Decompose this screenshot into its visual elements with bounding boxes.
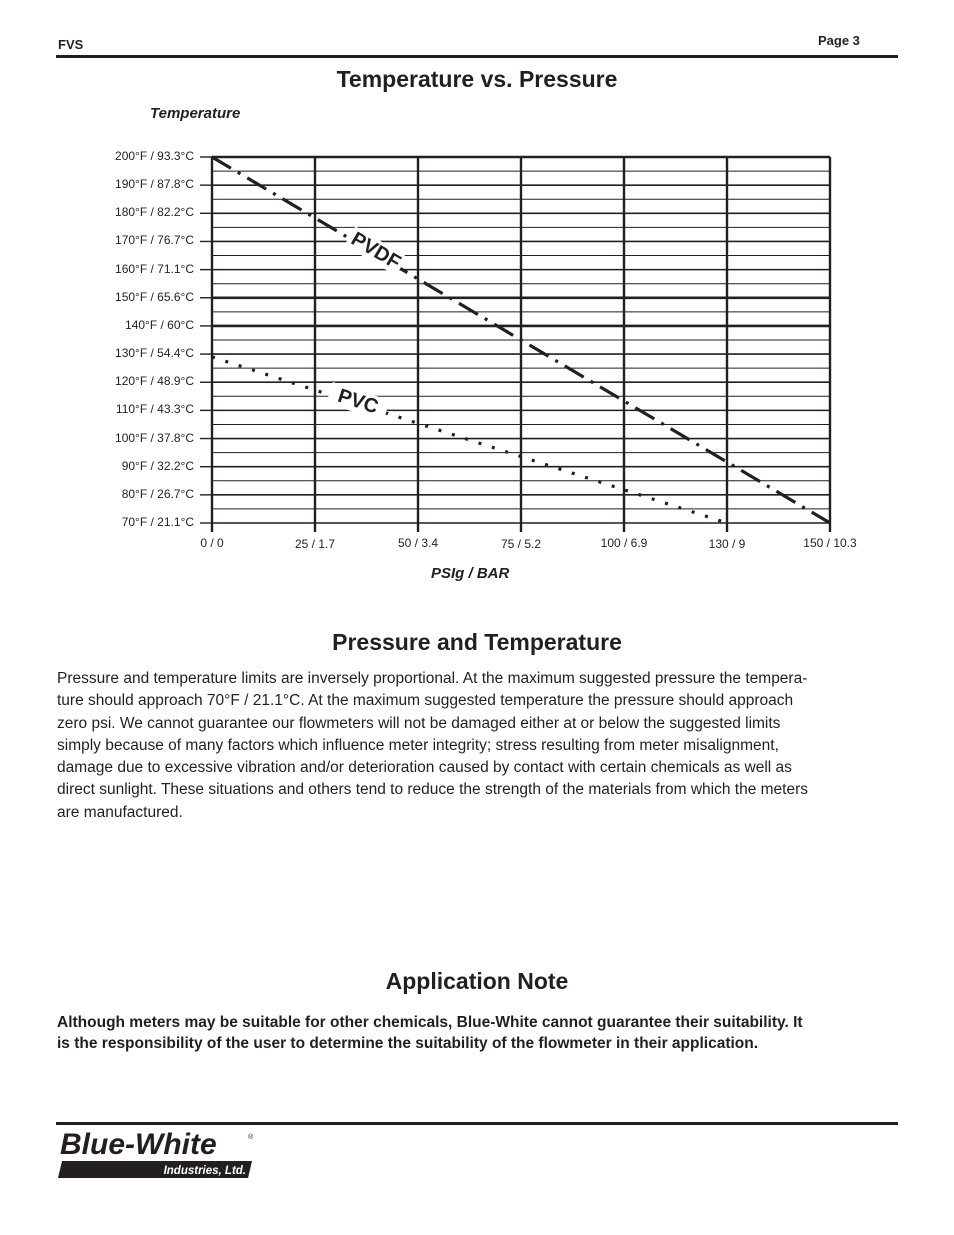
y-tick-label: 110°F / 43.3°C — [115, 402, 194, 417]
chart-title: Temperature vs. Pressure — [336, 66, 618, 92]
y-tick-label: 90°F / 32.2°C — [121, 458, 194, 473]
y-tick-label: 140°F / 60°C — [125, 317, 194, 332]
x-tick-label: 25 / 1.7 — [294, 537, 336, 551]
x-tick-label: 0 / 0 — [200, 536, 224, 550]
note-line: Although meters may be suitable for other chemicals, Blue-White cannot guarantee their suitability. It — [57, 1014, 803, 1031]
pvdf-label-group — [344, 226, 407, 276]
x-tick-label: 50 / 3.4 — [397, 536, 439, 550]
y-tick-label: 180°F / 82.2°C — [115, 205, 194, 220]
logo-tagline: Industries, Ltd. — [163, 1165, 246, 1177]
x-tick-label: 150 / 10.3 — [803, 536, 857, 550]
paragraph-line: Pressure and temperature limits are inversely proportional. At the maximum suggested pressure the tempera- — [57, 670, 808, 687]
paragraph-line: zero psi. We cannot guarantee our flowmeters will not be damaged either at or below the suggested limits — [57, 714, 781, 732]
y-tick-label: 160°F / 71.1°C — [115, 261, 194, 276]
application-note-paragraph — [57, 1013, 897, 1054]
paragraph-line: are manufactured. — [57, 803, 183, 821]
y-tick-label: 200°F / 93.3°C — [115, 149, 194, 163]
doc-code: FVS — [58, 37, 84, 52]
page-number: Page 3 — [818, 33, 860, 48]
x-tick-label: 100 / 6.9 — [600, 536, 648, 550]
pvc-label: PVC — [335, 384, 381, 419]
paragraph-line: simply because of many factors which influence meter integrity; stress resulting from meter misalignment, — [57, 736, 779, 754]
y-tick-label: 170°F / 76.7°C — [115, 233, 194, 248]
y-tick-label: 70°F / 21.1°C — [121, 515, 194, 529]
pressure-temperature-heading: Pressure and Temperature — [332, 629, 622, 655]
note-line: is the responsibility of the user to determine the suitability of the flowmeter in their application. — [57, 1034, 759, 1052]
logo-name: Blue-White — [60, 1128, 217, 1161]
x-tick-label: 130 / 9 — [708, 537, 746, 551]
x-tick-label: 75 / 5.2 — [500, 537, 542, 551]
application-note-heading: Application Note — [385, 968, 569, 994]
x-axis-title: PSIg / BAR — [431, 565, 510, 582]
pressure-temperature-paragraph — [57, 668, 897, 824]
blue-white-logo — [56, 1125, 256, 1181]
paragraph-line: direct sunlight. These situations and others tend to reduce the strength of the materials from which the meters — [57, 781, 809, 799]
paragraph-line: ture should approach 70°F / 21.1°C. At the maximum suggested temperature the pressure should approach — [57, 692, 794, 710]
pvdf-label: PVDF — [347, 227, 405, 275]
pvc-label-group — [326, 382, 390, 421]
y-tick-label: 100°F / 37.8°C — [115, 430, 194, 445]
y-tick-label: 120°F / 48.9°C — [115, 374, 194, 389]
paragraph-line: damage due to excessive vibration and/or deterioration caused by contact with certain chemicals as well as — [57, 759, 792, 777]
y-axis-title: Temperature — [150, 105, 241, 122]
y-tick-label: 190°F / 87.8°C — [115, 177, 194, 192]
y-tick-label: 130°F / 54.4°C — [115, 346, 194, 361]
registered-mark: ® — [248, 1134, 254, 1141]
y-tick-label: 150°F / 65.6°C — [115, 289, 194, 304]
y-tick-label: 80°F / 26.7°C — [121, 486, 194, 501]
